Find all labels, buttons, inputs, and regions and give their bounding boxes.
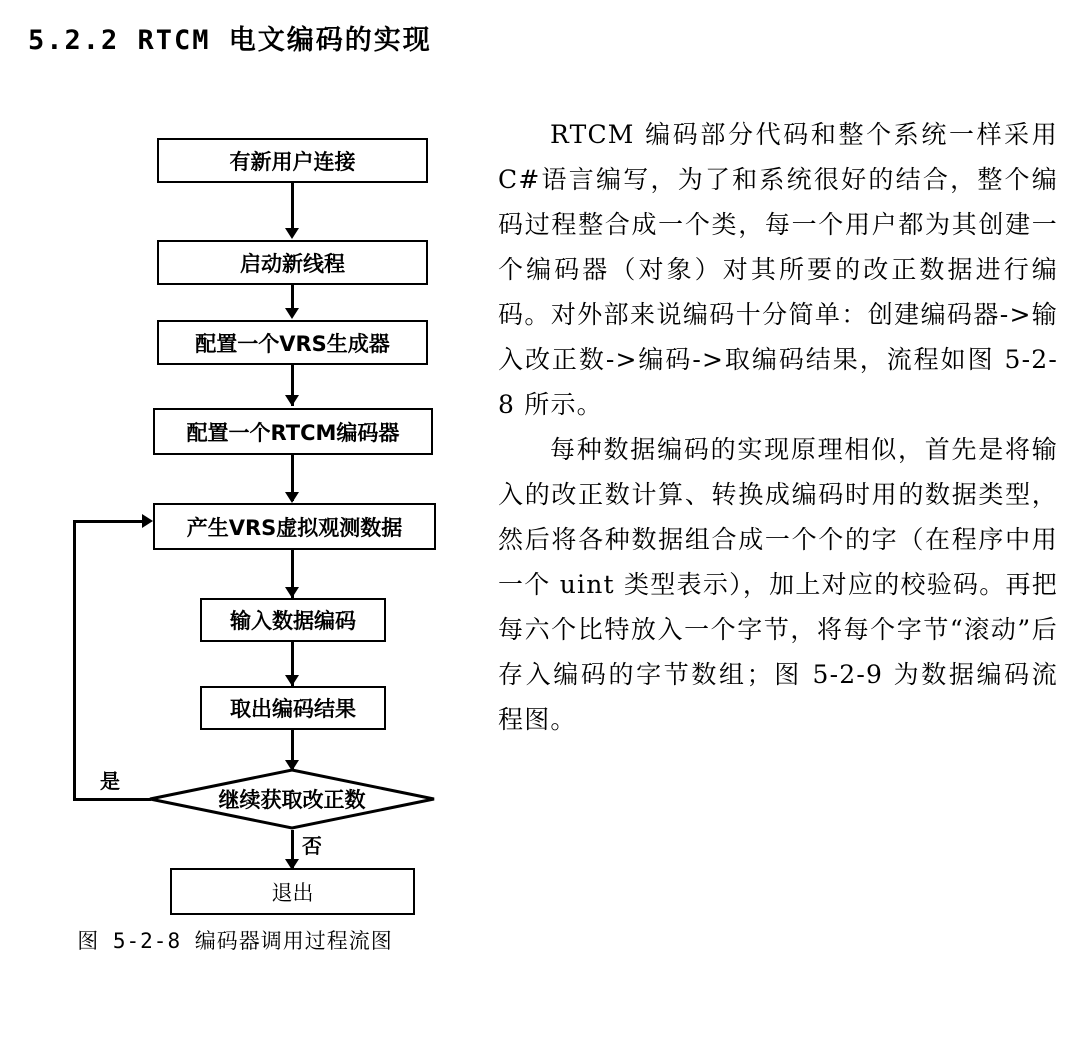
flowchart-node-fetch-encode-result: 取出编码结果 [200,686,386,730]
flowchart-node-continue-get-correction-label: 继续获取改正数 [218,788,366,812]
body-paragraph-2: 每种数据编码的实现原理相似，首先是将输入的改正数计算、转换成编码时用的数据类型，然后将各种数据组合成一个个的字（在程序中用一个 uint 类型表示），加上对应的校验码。再把每六个比特放入一个字节，将每个字节“滚动”后存入编码的字节数组；图 5-2-9 为数据编码流程图。 [498,435,1058,734]
flowchart-branch-label-no: 否 [302,834,322,858]
flowchart-arrowhead-3 [285,395,299,406]
flowchart-figure [0,100,470,950]
flowchart-loop-arrowhead [142,514,153,528]
body-text-column [498,112,1058,742]
flowchart-loop-left-segment [73,520,76,801]
flowchart-node-config-vrs-generator: 配置一个VRS生成器 [157,320,428,365]
flowchart-node-config-rtcm-encoder: 配置一个RTCM编码器 [153,408,433,455]
flowchart-arrowhead-5 [285,587,299,598]
flowchart-node-start-new-thread: 启动新线程 [157,240,428,285]
flowchart-node-generate-vrs-data: 产生VRS虚拟观测数据 [153,503,436,550]
flowchart-connector-2 [291,285,294,309]
flowchart-connector-1 [291,183,294,229]
flowchart-branch-label-yes: 是 [100,769,120,793]
flowchart-arrowhead-4 [285,492,299,503]
flowchart-arrowhead-6 [285,675,299,686]
flowchart-loop-bottom-segment [73,798,151,801]
body-paragraph-1: RTCM 编码部分代码和整个系统一样采用 C#语言编写，为了和系统很好的结合，整个编码过程整合成一个类，每一个用户都为其创建一个编码器（对象）对其所要的改正数据进行编码。对外部来说编码十分简单：创建编码器->输入改正数->编码->取编码结果，流程如图 5-2-8 所示。 [498,120,1058,419]
flowchart-node-continue-get-correction [148,768,436,830]
section-heading: 5.2.2 RTCM 电文编码的实现 [28,25,432,56]
flowchart-arrowhead-1 [285,228,299,239]
flowchart-node-exit: 退出 [170,868,415,915]
flowchart-node-input-data-encode: 输入数据编码 [200,598,386,642]
flowchart-arrowhead-2 [285,308,299,319]
figure-caption: 图 5-2-8 编码器调用过程流图 [77,929,393,953]
flowchart-loop-top-segment [73,520,145,523]
flowchart-node-new-user-connect: 有新用户连接 [157,138,428,183]
